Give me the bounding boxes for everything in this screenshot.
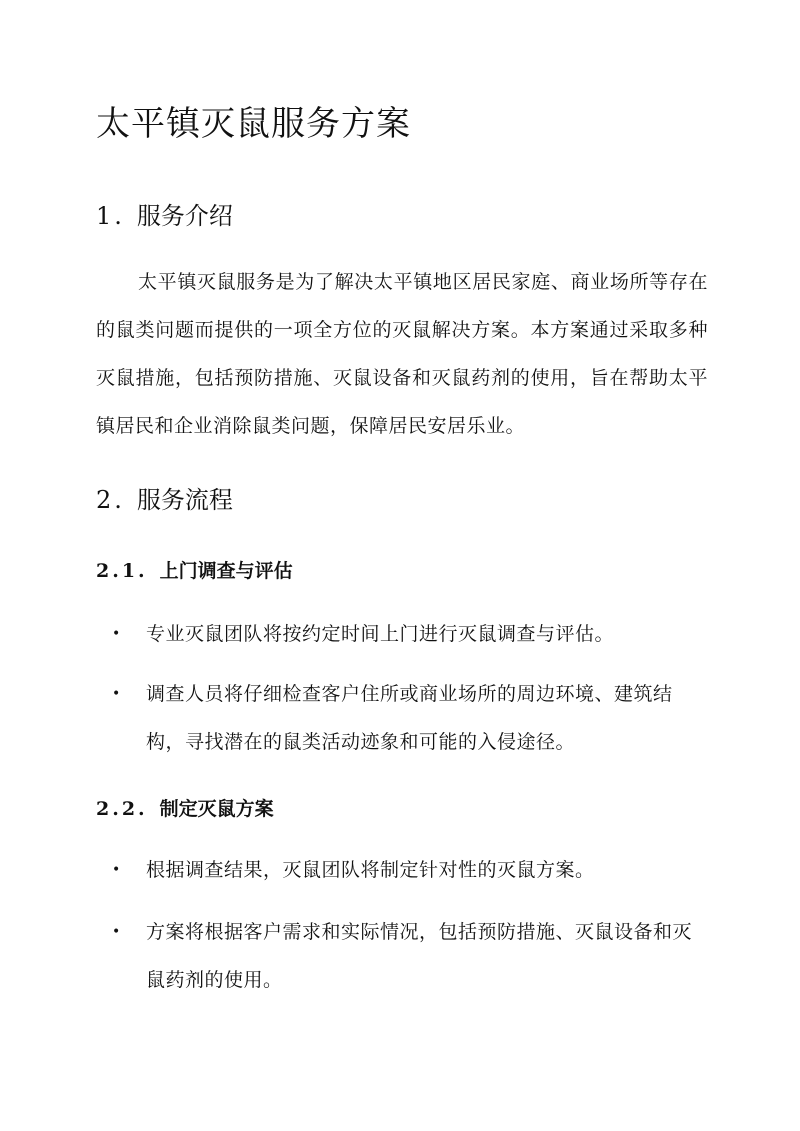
- list-item-text: 专业灭鼠团队将按约定时间上门进行灭鼠调查与评估。: [146, 623, 615, 645]
- section-1-number: 1.: [96, 202, 125, 230]
- list-item: [112, 908, 698, 1004]
- section-2-title: 服务流程: [136, 486, 233, 514]
- subsection-2-1-title: 上门调查与评估: [159, 560, 293, 582]
- subsection-2-2-title: 制定灭鼠方案: [159, 798, 274, 820]
- list-item-text: 根据调查结果，灭鼠团队将制定针对性的灭鼠方案。: [146, 859, 595, 881]
- section-1-heading: [96, 196, 233, 231]
- section-1-paragraph: 太平镇灭鼠服务是为了解决太平镇地区居民家庭、商业场所等存在的鼠类问题而提供的一项全方位的灭鼠解决方案。本方案通过采取多种灭鼠措施，包括预防措施、灭鼠设备和灭鼠药剂的使用，旨在帮助太平镇居民和企业消除鼠类问题，保障居民安居乐业。: [96, 271, 708, 437]
- bullet-dot-icon: •: [112, 862, 121, 878]
- bullet-dot-icon: •: [112, 686, 121, 702]
- list-item: [112, 846, 698, 894]
- subsection-2-1-heading: [96, 556, 293, 583]
- section-2-number: 2.: [96, 486, 125, 514]
- subsection-2-1-number: 2.1.: [96, 560, 148, 582]
- list-item-text: 调查人员将仔细检查客户住所或商业场所的周边环境、建筑结构，寻找潜在的鼠类活动迹象和可能的入侵途径。: [146, 683, 673, 753]
- document-title: 太平镇灭鼠服务方案: [96, 104, 411, 144]
- list-item: [112, 670, 698, 766]
- bullet-dot-icon: •: [112, 924, 121, 940]
- subsection-2-2-number: 2.2.: [96, 798, 148, 820]
- bullet-dot-icon: •: [112, 626, 121, 642]
- subsection-2-2-heading: [96, 794, 274, 821]
- section-1-title: 服务介绍: [136, 202, 233, 230]
- list-item-text: 方案将根据客户需求和实际情况，包括预防措施、灭鼠设备和灭鼠药剂的使用。: [146, 921, 693, 991]
- list-item: [112, 610, 698, 658]
- section-2-heading: [96, 480, 233, 515]
